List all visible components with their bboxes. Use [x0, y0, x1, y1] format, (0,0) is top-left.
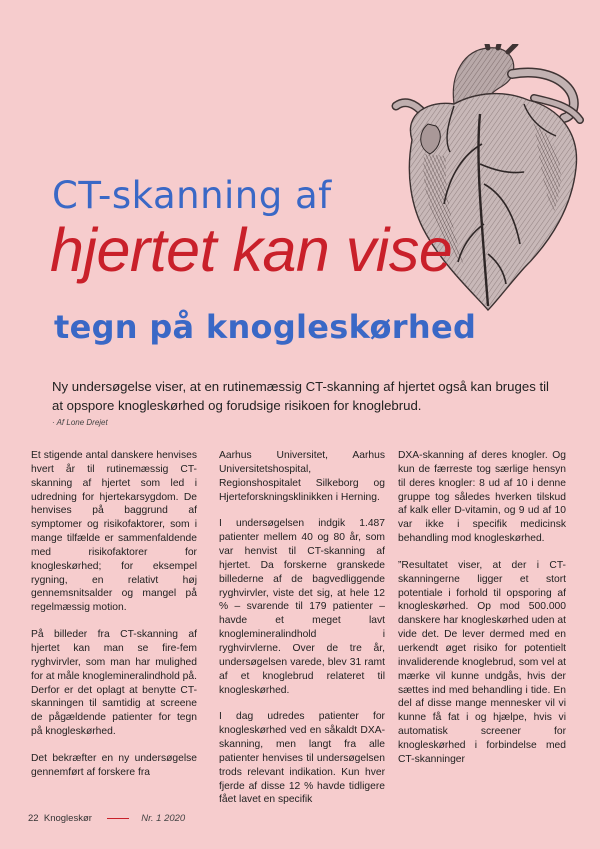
body-paragraph: I dag udredes patienter for knogleskørhed ved en såkaldt DXA-skanning, men langt fra alle patienter henvises til undersøgelsen trods relevant indikation. Kun hver fjerde af disse 12 % havde tidligere fået lavet en specifik — [219, 711, 385, 806]
page-footer — [28, 813, 185, 824]
author-byline: · Af Lone Drejet — [52, 418, 108, 427]
body-paragraph: Et stigende antal danskere henvises hvert år til rutinemæssig CT-skanning af hjertet som led i udredning for hjertekarsygdom. De henvises på baggrund af symptomer og risikofaktorer, som i mange tilfælde er sammenfaldende med risikofaktorer for knogleskørhed; for eksempel rygning, en relativt høj gennemsnitsalder og mangel på regelmæssig motion. — [31, 450, 197, 614]
headline-line-3: tegn på knogleskørhed — [54, 308, 477, 346]
headline-line-1: CT-skanning af — [52, 174, 332, 217]
article-column-2 — [219, 449, 385, 820]
page-number: 22 — [28, 813, 39, 824]
article-column-3 — [398, 449, 566, 780]
magazine-name: Knogleskør — [43, 813, 92, 824]
body-paragraph: Aarhus Universitet, Aarhus Universitetshospital, Regionshospitalet Silkeborg og Hjerteforskningsklinikken i Herning. — [219, 450, 385, 503]
body-paragraph: I undersøgelsen indgik 1.487 patienter mellem 40 og 80 år, som var henvist til CT-skanning af hjertet. Da forskerne granskede billederne af de bagvedliggende ryghvirvler, viste det sig, at hele 12 % – svarende til 179 patienter – havde et meget lavt knoglemineralindhold i ryghvirvlerne. Over de tre år, undersøgelsen varede, blev 31 ramt af et knoglebrud relateret til knogleskørhed. — [219, 518, 385, 696]
headline-line-2: hjertet kan vise — [50, 216, 453, 284]
body-paragraph: DXA-skanning af deres knogler. Og kun de færreste tog særlige hensyn til deres knogler: 8 ud af 10 i denne gruppe tog således hverken tilskud af kalk eller D-vitamin, og 9 ud af 10 var ikke i specifik medicinsk behandling mod knogleskørhed. — [398, 450, 566, 545]
body-paragraph: Det bekræfter en ny undersøgelse gennemført af forskere fra — [31, 752, 197, 778]
body-paragraph: ”Resultatet viser, at der i CT-skanningerne ligger et stort potentiale i forhold til opsporing af knogleskørhed. Op mod 500.000 danskere har knogleskørhed uden at vide det. De lever dermed med en uerkendt øget risiko for potentielt invaliderende knoglebrud, som vel at mærke vil kunne undgås, hvis der sættes ind med behandling i tide. En del af disse mange mennesker vil vi kunne få fat i og hjælpe, hvis vi automatisk screener for knogleskørhed i forbindelse med CT-skanninger — [398, 559, 566, 765]
issue-number: Nr. 1 2020 — [141, 813, 186, 824]
footer-divider — [107, 818, 129, 819]
article-column-1 — [31, 449, 197, 793]
body-paragraph: På billeder fra CT-skanning af hjertet kan man se fire-fem ryghvirvler, som man har mulighed for at måle knoglemineralindhold på. Derfor er det oplagt at benytte CT-skanningen til samtidig at screene de pågældende patienter for tegn på knogleskørhed. — [31, 629, 197, 738]
lead-paragraph: Ny undersøgelse viser, at en rutinemæssig CT-skanning af hjertet også kan bruges til at opspore knogleskørhed og forudsige risikoen for knoglebrud. — [52, 379, 549, 413]
